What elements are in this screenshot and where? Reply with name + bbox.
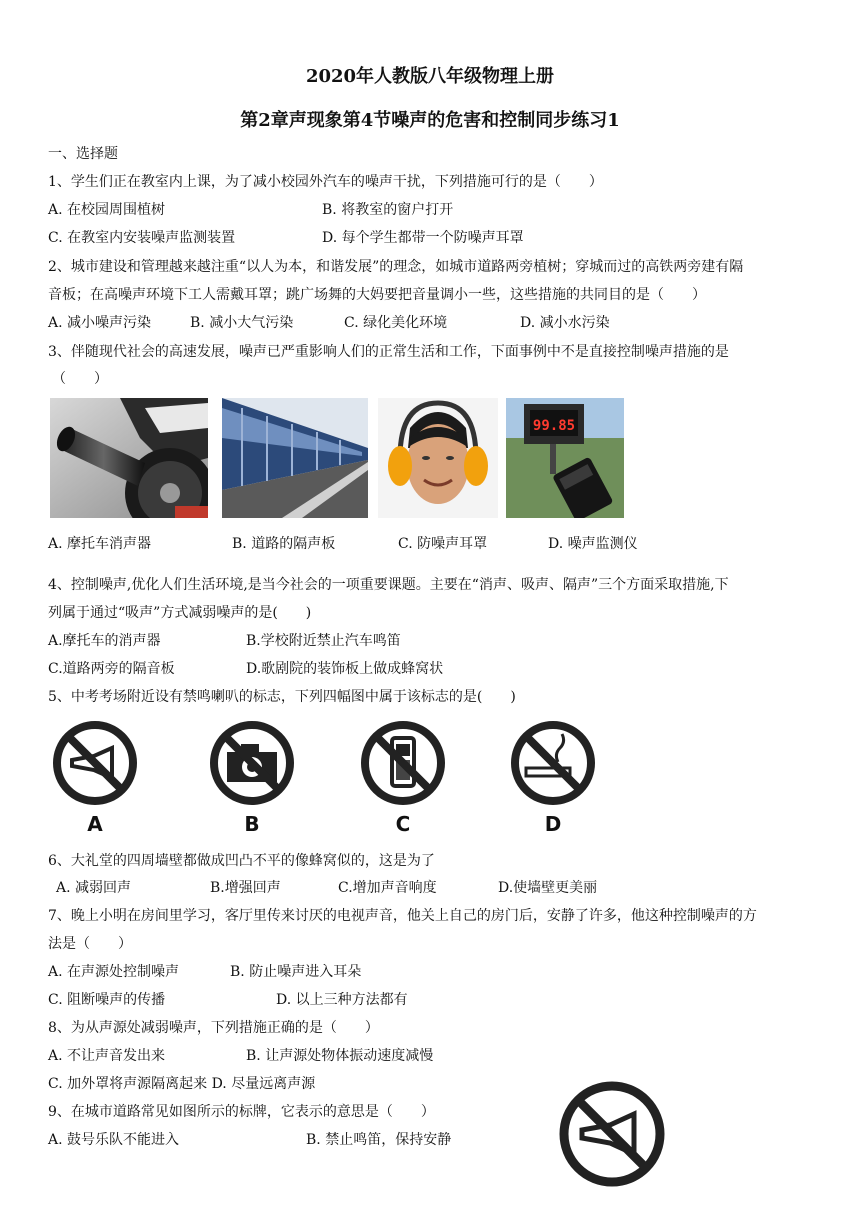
q5-label-d: D [544, 812, 562, 836]
no-phone-icon [358, 718, 448, 808]
noise-meter-photo [506, 398, 624, 518]
q3-option-a: A. 摩托车消声器 [48, 536, 152, 552]
q9-option-b: B. 禁止鸣笛，保持安静 [306, 1132, 452, 1148]
q7-option-a: A. 在声源处控制噪声 [48, 964, 180, 980]
noise-meter-reading: 99.85 [532, 418, 576, 434]
no-camera-icon [207, 718, 297, 808]
q4-stem-line2: 列属于通过“吸声”方式减弱噪声的是( ) [48, 605, 312, 621]
q7-stem-line1: 7、晚上小明在房间里学习，客厅里传来讨厌的电视声音，他关上自己的房门后，安静了许多，他这种控制噪声的方 [48, 908, 757, 924]
motorcycle-muffler-photo [50, 398, 208, 518]
q5-stem: 5、中考考场附近设有禁鸣喇叭的标志，下列四幅图中属于该标志的是( ) [48, 689, 516, 705]
q1-stem: 1、学生们正在教室内上课，为了减小校园外汽车的噪声干扰，下列措施可行的是（ ） [48, 174, 603, 190]
q4-option-a: A.摩托车的消声器 [48, 633, 161, 649]
q3-stem-line2: （ ） [52, 371, 108, 387]
q6-option-d: D.使墙壁更美丽 [498, 880, 598, 896]
q1-option-a: A. 在校园周围植树 [48, 202, 166, 218]
q1-option-b: B. 将教室的窗户打开 [322, 202, 454, 218]
q1-option-c: C. 在教室内安装噪声监测装置 [48, 230, 236, 246]
q9-option-a: A. 鼓号乐队不能进入 [48, 1132, 180, 1148]
q7-option-b: B. 防止噪声进入耳朵 [230, 964, 362, 980]
q3-stem-line1: 3、伴随现代社会的高速发展，噪声已严重影响人们的正常生活和工作，下面事例中不是直接控制噪声措施的是 [48, 344, 729, 360]
q2-option-c: C. 绿化美化环境 [344, 315, 448, 331]
ear-protector-photo [378, 398, 498, 518]
q7-option-c: C. 阻断噪声的传播 [48, 992, 166, 1008]
q5-label-c: C [395, 812, 411, 836]
q6-option-a: A. 减弱回声 [56, 880, 132, 896]
q7-option-d: D. 以上三种方法都有 [276, 992, 408, 1008]
q2-stem-line2: 音板；在高噪声环境下工人需戴耳罩；跳广场舞的大妈要把音量调小一些，这些措施的共同目的是（ ） [48, 287, 706, 303]
q2-option-a: A. 减小噪声污染 [48, 315, 152, 331]
q6-option-c: C.增加声音响度 [338, 880, 437, 896]
q6-option-b: B.增强回声 [210, 880, 281, 896]
doc-title: 2020年人教版八年级物理上册 [305, 66, 555, 87]
q2-stem-line1: 2、城市建设和管理越来越注重“以人为本，和谐发展”的理念，如城市道路两旁植树；穿城而过的高铁两旁建有隔 [48, 259, 744, 275]
no-horn-icon [50, 718, 140, 808]
q4-option-d: D.歌剧院的装饰板上做成蜂窝状 [246, 661, 444, 677]
q6-stem: 6、大礼堂的四周墙壁都做成凹凸不平的像蜂窝似的，这是为了 [48, 853, 435, 869]
section-heading: 一、选择题 [48, 146, 118, 162]
q2-option-b: B. 减小大气污染 [190, 315, 294, 331]
q4-stem-line1: 4、控制噪声,优化人们生活环境,是当今社会的一项重要课题。主要在“消声、吸声、隔声”三个方面采取措施,下 [48, 577, 729, 593]
q8-stem: 8、为从声源处减弱噪声，下列措施正确的是（ ） [48, 1020, 379, 1036]
q3-option-d: D. 噪声监测仪 [548, 536, 638, 552]
sound-barrier-photo [222, 398, 368, 518]
q1-option-d: D. 每个学生都带一个防噪声耳罩 [322, 230, 524, 246]
q5-label-b: B [244, 812, 260, 836]
no-smoking-icon [508, 718, 598, 808]
q8-option-cd: C. 加外罩将声源隔离起来 D. 尽量远离声源 [48, 1076, 316, 1092]
q9-no-horn-icon [556, 1078, 668, 1190]
q2-option-d: D. 减小水污染 [520, 315, 610, 331]
q5-label-a: A [87, 812, 103, 836]
q4-option-c: C.道路两旁的隔音板 [48, 661, 175, 677]
q4-option-b: B.学校附近禁止汽车鸣笛 [246, 633, 401, 649]
q9-stem: 9、在城市道路常见如图所示的标牌，它表示的意思是（ ） [48, 1104, 435, 1120]
q7-stem-line2: 法是（ ） [48, 936, 132, 952]
q8-option-b: B. 让声源处物体振动速度减慢 [246, 1048, 434, 1064]
doc-subtitle: 第2章声现象第4节噪声的危害和控制同步练习1 [240, 110, 620, 131]
q3-option-b: B. 道路的隔声板 [232, 536, 336, 552]
q8-option-a: A. 不让声音发出来 [48, 1048, 166, 1064]
q3-option-c: C. 防噪声耳罩 [398, 536, 488, 552]
